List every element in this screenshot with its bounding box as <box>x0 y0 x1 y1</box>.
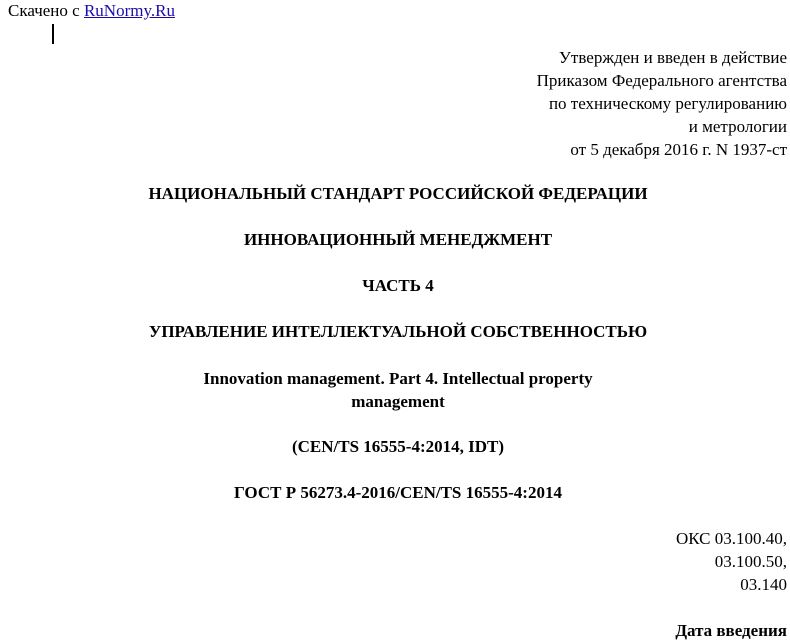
oks-line: 03.140 <box>740 575 787 594</box>
innovation-management-title: ИННОВАЦИОННЫЙ МЕНЕДЖМЕНТ <box>243 230 553 249</box>
text-cursor <box>52 24 54 44</box>
part-title: ЧАСТЬ 4 <box>362 276 434 295</box>
english-title-line: management <box>351 392 445 411</box>
oks-line: ОКС 03.100.40, <box>675 529 787 548</box>
runormy-link[interactable]: RuNormy.Ru <box>83 1 175 20</box>
english-title-line: Innovation management. Part 4. Intellectual property <box>203 369 593 388</box>
oks-line: 03.100.50, <box>714 552 787 571</box>
intro-date-label: Дата введения <box>675 621 787 640</box>
approval-line: Приказом Федерального агентства <box>536 71 787 90</box>
national-standard-title: НАЦИОНАЛЬНЫЙ СТАНДАРТ РОССИЙСКОЙ ФЕДЕРАЦИИ <box>148 184 648 203</box>
gost-designation: ГОСТ Р 56273.4-2016/CEN/TS 16555-4:2014 <box>234 483 562 502</box>
approval-block <box>537 46 787 161</box>
oks-codes <box>676 527 787 596</box>
source-prefix: Скачено с <box>8 1 84 20</box>
approval-line: от 5 декабря 2016 г. N 1937-ст <box>570 140 787 159</box>
english-title <box>0 367 790 413</box>
source-line <box>8 1 175 21</box>
cen-ts-reference: (CEN/TS 16555-4:2014, IDT) <box>291 437 505 456</box>
approval-line: и метрологии <box>688 117 787 136</box>
ip-management-title: УПРАВЛЕНИЕ ИНТЕЛЛЕКТУАЛЬНОЙ СОБСТВЕННОСТЬЮ <box>148 322 648 341</box>
approval-line: по техническому регулированию <box>548 94 787 113</box>
approval-line: Утвержден и введен в действие <box>558 48 787 67</box>
